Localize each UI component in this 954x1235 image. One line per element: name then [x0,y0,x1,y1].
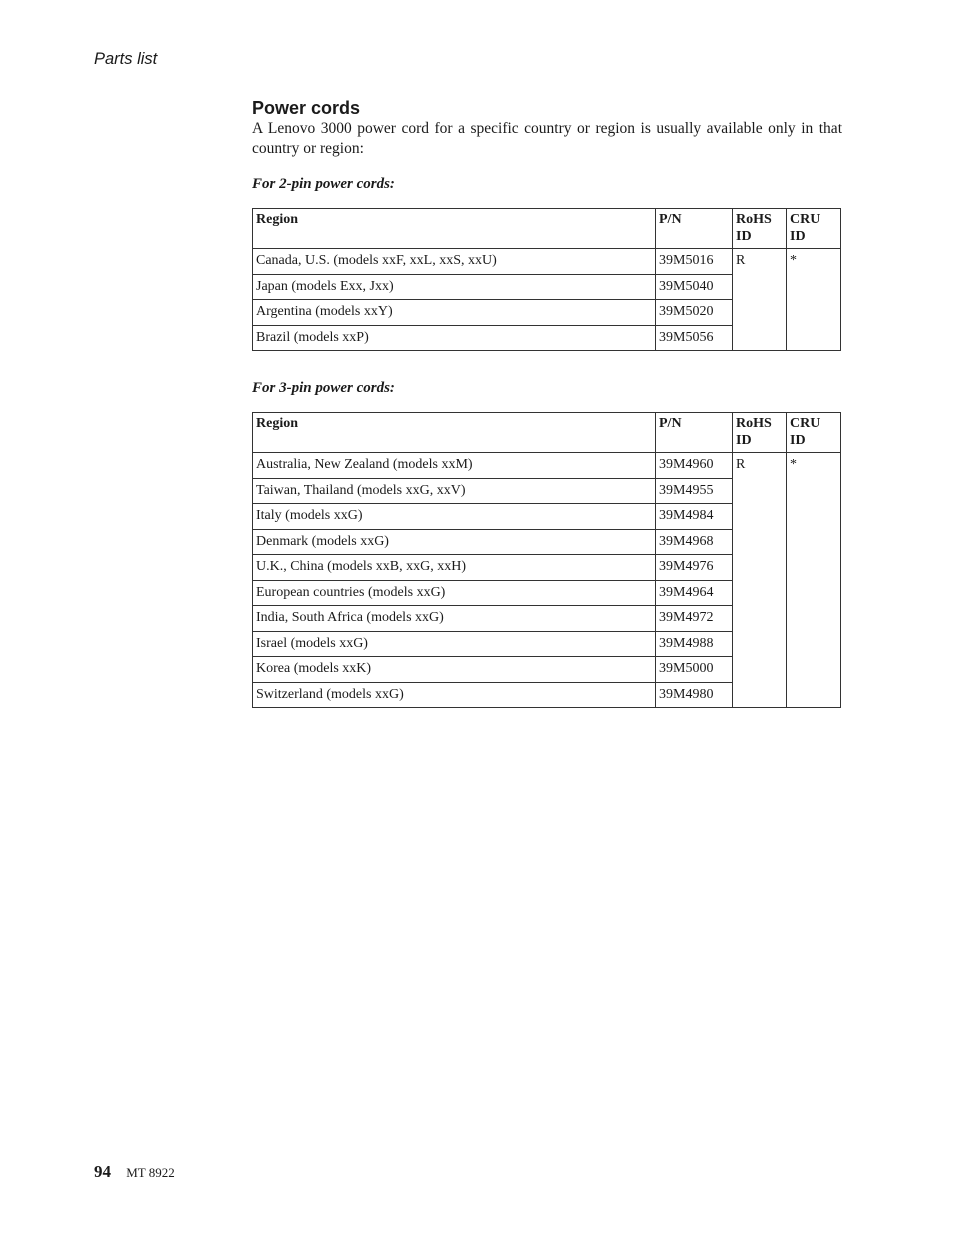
page-number: 94 [94,1162,111,1181]
header-pn: P/N [656,413,733,453]
cell-cru-id: * [787,453,841,708]
cell-region: Denmark (models xxG) [253,529,656,555]
running-head: Parts list [94,50,158,68]
header-cru-id: CRU ID [787,413,841,453]
cell-rohs-id: R [733,249,787,351]
cell-cru-id: * [787,249,841,351]
cell-region: European countries (models xxG) [253,580,656,606]
cell-pn: 39M5016 [656,249,733,275]
table-row [253,249,841,275]
cell-region: Argentina (models xxY) [253,300,656,326]
power-cord-table-3pin [252,412,841,708]
cell-region: U.K., China (models xxB, xxG, xxH) [253,555,656,581]
header-region: Region [253,413,656,453]
cell-region: Brazil (models xxP) [253,325,656,351]
section-title: Power cords [252,98,361,118]
cell-region: Korea (models xxK) [253,657,656,683]
intro-paragraph: A Lenovo 3000 power cord for a specific country or region is usually available only in that country or region: [252,120,842,157]
header-cru-id: CRU ID [787,209,841,249]
table-row [253,453,841,479]
cell-pn: 39M5000 [656,657,733,683]
table-header-row [253,209,841,249]
cell-region: Canada, U.S. (models xxF, xxL, xxS, xxU) [253,249,656,275]
table-caption-2pin: For 2-pin power cords: [252,176,395,192]
cell-region: India, South Africa (models xxG) [253,606,656,632]
cell-region: Australia, New Zealand (models xxM) [253,453,656,479]
cell-region: Japan (models Exx, Jxx) [253,274,656,300]
header-pn: P/N [656,209,733,249]
cell-region: Italy (models xxG) [253,504,656,530]
table-caption-3pin: For 3-pin power cords: [252,380,395,396]
header-rohs-id: RoHS ID [733,413,787,453]
cell-pn: 39M5020 [656,300,733,326]
cell-pn: 39M4972 [656,606,733,632]
cell-pn: 39M4984 [656,504,733,530]
header-region: Region [253,209,656,249]
cell-region: Taiwan, Thailand (models xxG, xxV) [253,478,656,504]
cell-pn: 39M4964 [656,580,733,606]
cell-pn: 39M4960 [656,453,733,479]
header-rohs-id: RoHS ID [733,209,787,249]
doc-id: MT 8922 [126,1165,175,1180]
power-cord-table-2pin [252,208,841,351]
cell-pn: 39M4988 [656,631,733,657]
cell-pn: 39M4968 [656,529,733,555]
cell-pn: 39M5040 [656,274,733,300]
table-header-row [253,413,841,453]
cell-pn: 39M5056 [656,325,733,351]
page-footer [94,1162,175,1182]
cell-pn: 39M4955 [656,478,733,504]
cell-pn: 39M4976 [656,555,733,581]
cell-region: Switzerland (models xxG) [253,682,656,708]
cell-region: Israel (models xxG) [253,631,656,657]
cell-pn: 39M4980 [656,682,733,708]
cell-rohs-id: R [733,453,787,708]
